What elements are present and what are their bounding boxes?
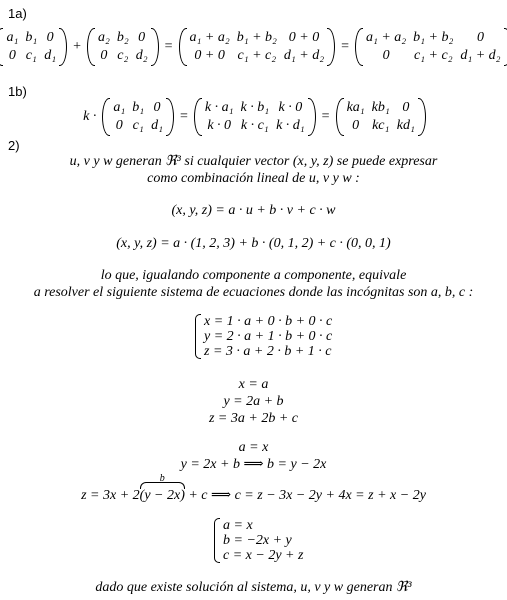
overbrace-content: (y − 2x) — [139, 488, 185, 503]
overbrace — [140, 482, 185, 489]
matrix-cell: k · c₁ — [240, 118, 269, 133]
matrix-cell: d₂ — [135, 48, 148, 63]
matrix-grid — [363, 28, 504, 66]
matrix-cell: ka₁ — [346, 100, 365, 115]
intro-line-2: como combinación lineal de u, v y w : — [147, 171, 360, 186]
matrix-cell: 0 — [115, 118, 123, 133]
solve-line-3 — [0, 473, 507, 504]
matrix-1b-m3 — [336, 98, 426, 136]
matrix-cell: k · 0 — [207, 118, 232, 133]
matrix-cell: c₁ + c₂ — [413, 48, 453, 63]
matrix-grid — [344, 98, 418, 136]
matrix-grid — [3, 28, 59, 66]
text-line-1: lo que, igualando componente a componente, equivale — [100, 268, 407, 283]
matrix-cell: k · d₁ — [276, 118, 305, 133]
matrix-cell: b₁ + b₂ — [236, 30, 277, 45]
matrix-grid — [187, 28, 328, 66]
solve-line-2: y = 2x + b ⟹ b = y − 2x — [180, 457, 327, 472]
equation-1a — [0, 24, 507, 70]
matrix-cell: b₁ — [25, 30, 38, 45]
solve-line-1: a = x — [238, 440, 269, 455]
conclusion: dado que existe solución al sistema, u, v y w generan ℜ³ — [95, 580, 412, 595]
equals-sign: = — [321, 109, 330, 124]
matrix-1a-m2 — [87, 28, 159, 66]
matrix-1a-m4 — [355, 28, 507, 66]
system-line: x = 1 · a + 0 · b + 0 · c — [204, 314, 333, 329]
system-line: y = 2 · a + 1 · b + 0 · c — [204, 329, 333, 344]
matrix-cell: a₁ + a₂ — [365, 30, 407, 45]
linear-combination: (x, y, z) = a · u + b · v + c · w — [171, 203, 336, 218]
matrix-cell: 0 — [352, 118, 360, 133]
matrix-cell: c₁ + c₂ — [237, 48, 277, 63]
matrix-cell: 0 — [382, 48, 390, 63]
matrix-cell: d₁ — [151, 118, 163, 133]
equals-sign: = — [179, 109, 188, 124]
linear-combination-expanded: (x, y, z) = a · (1, 2, 3) + b · (0, 1, 2) + c · (0, 0, 1) — [116, 236, 391, 251]
matrix-1b-m2 — [194, 98, 316, 136]
matrix-cell: k · 0 — [278, 100, 303, 115]
matrix-cell: kd₁ — [396, 118, 415, 133]
matrix-cell: c₁ — [132, 118, 144, 133]
intro-line-1: u, v y w generan ℜ³ si cualquier vector (x, y, z) se puede expresar — [69, 154, 438, 169]
equation-system-1 — [195, 314, 332, 359]
matrix-cell: c₁ — [25, 48, 37, 63]
plus-sign: + — [73, 39, 81, 54]
section-label-2: 2) — [8, 138, 20, 153]
matrix-cell: k · a₁ — [204, 100, 234, 115]
solve-line-3-start: z = 3x + 2 — [81, 488, 140, 503]
system-line: c = x − 2y + z — [223, 548, 304, 563]
matrix-grid — [202, 98, 308, 136]
equals-sign: = — [341, 39, 349, 54]
matrix-grid — [110, 98, 166, 136]
overbrace-group — [139, 473, 185, 504]
system-lines — [223, 518, 303, 563]
matrix-cell: 0 — [402, 100, 410, 115]
matrix-cell: 0 — [8, 48, 16, 63]
section-label-1a: 1a) — [8, 6, 27, 21]
overbrace-label: b — [159, 473, 165, 484]
section-label-1b: 1b) — [8, 84, 27, 99]
matrix-cell: 0 — [46, 30, 54, 45]
simplified-line-1: x = a — [238, 377, 269, 392]
matrix-cell: a₁ + a₂ — [189, 30, 230, 45]
matrix-cell: a₂ — [97, 30, 110, 45]
left-brace — [214, 518, 220, 563]
solve-line-3-end: + c ⟹ c = z − 3x − 2y + 4x = z + x − 2y — [184, 488, 426, 503]
matrix-cell: kb₁ — [371, 100, 390, 115]
matrix-1a-m3 — [179, 28, 336, 66]
matrix-grid — [95, 28, 151, 66]
matrix-cell: 0 — [100, 48, 108, 63]
matrix-cell: kc₁ — [372, 118, 390, 133]
matrix-cell: d₁ + d₂ — [460, 48, 501, 63]
equation-system-2 — [214, 518, 303, 563]
matrix-cell: a₁ — [6, 30, 19, 45]
system-line: a = x — [223, 518, 253, 533]
matrix-cell: b₁ + b₂ — [413, 30, 454, 45]
matrix-cell: 0 — [153, 100, 161, 115]
system-line: z = 3 · a + 2 · b + 1 · c — [204, 344, 332, 359]
matrix-cell: 0 + 0 — [194, 48, 225, 63]
matrix-cell: d₁ — [44, 48, 57, 63]
scalar-k: k · — [83, 109, 97, 124]
matrix-1b-m1 — [102, 98, 174, 136]
matrix-cell: c₂ — [117, 48, 129, 63]
matrix-cell: 0 + 0 — [288, 30, 320, 45]
matrix-cell: d₁ + d₂ — [283, 48, 325, 63]
equation-1b — [0, 94, 507, 140]
system-lines — [204, 314, 332, 359]
simplified-line-3: z = 3a + 2b + c — [208, 411, 298, 426]
text-line-2: a resolver el siguiente sistema de ecuaciones donde las incógnitas son a, b, c : — [33, 285, 474, 300]
matrix-cell: b₂ — [116, 30, 129, 45]
matrix-cell: 0 — [138, 30, 146, 45]
matrix-cell: a₁ — [113, 100, 126, 115]
equals-sign: = — [164, 39, 173, 54]
simplified-line-2: y = 2a + b — [223, 394, 284, 409]
matrix-cell: b₁ — [132, 100, 145, 115]
system-line: b = −2x + y — [223, 533, 292, 548]
matrix-1a-m1 — [0, 28, 67, 66]
left-brace — [195, 314, 201, 359]
matrix-cell: k · b₁ — [240, 100, 270, 115]
matrix-cell: 0 — [476, 30, 484, 45]
